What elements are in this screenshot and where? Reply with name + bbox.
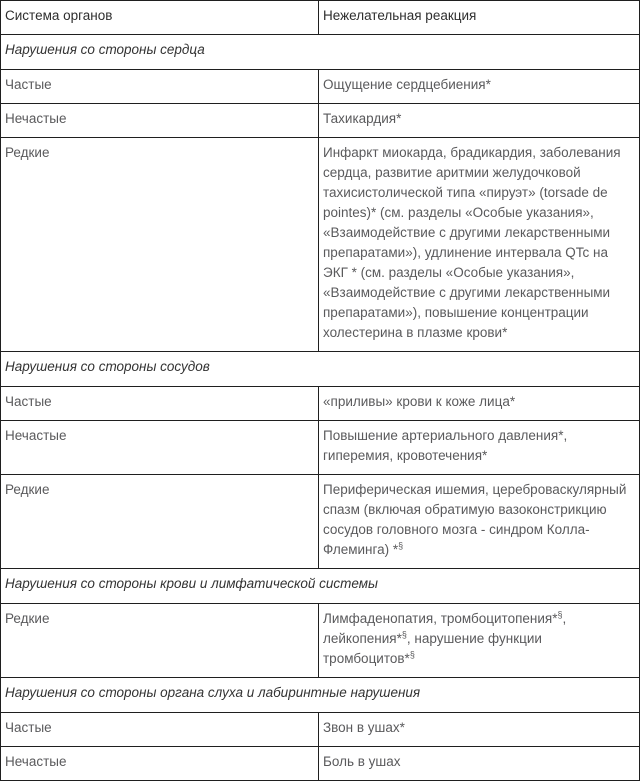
column-header-organ-system: Система органов xyxy=(1,1,319,35)
frequency-cell: Редкие xyxy=(1,138,319,352)
reaction-cell: Тахикардия* xyxy=(319,104,640,138)
table-body xyxy=(1,35,640,781)
frequency-cell: Редкие xyxy=(1,475,319,569)
reaction-cell: Лимфаденопатия, тромбоцитопения*§, лейкопения*§, нарушение функции тромбоцитов*§ xyxy=(319,604,640,678)
section-label: Нарушения со стороны сосудов xyxy=(1,352,640,387)
table-row xyxy=(1,138,640,352)
table-row xyxy=(1,604,640,678)
section-label: Нарушения со стороны крови и лимфатической системы xyxy=(1,569,640,604)
table-row xyxy=(1,713,640,747)
reaction-cell: Боль в ушах xyxy=(319,747,640,781)
frequency-cell: Нечастые xyxy=(1,104,319,138)
table-row xyxy=(1,387,640,421)
table-row xyxy=(1,104,640,138)
section-row xyxy=(1,35,640,70)
frequency-cell: Частые xyxy=(1,713,319,747)
section-label: Нарушения со стороны органа слуха и лабиринтные нарушения xyxy=(1,678,640,713)
reaction-cell: Периферическая ишемия, цереброваскулярный спазм (включая обратимую вазоконстрикцию сосудов головного мозга - синдром Колла-Флеминга) *§ xyxy=(319,475,640,569)
section-row xyxy=(1,569,640,604)
reaction-cell: Повышение артериального давления*, гиперемия, кровотечения* xyxy=(319,421,640,475)
table-row xyxy=(1,475,640,569)
table-row xyxy=(1,70,640,104)
frequency-cell: Нечастые xyxy=(1,747,319,781)
reaction-cell: Звон в ушах* xyxy=(319,713,640,747)
reaction-cell: Инфаркт миокарда, брадикардия, заболевания сердца, развитие аритмии желудочковой тахисистолической типа «пируэт» (torsade de pointes)* (см. разделы «Особые указания», «Взаимодействие с другими лекарственными препаратами»), удлинение интервала QTc на ЭКГ * (см. разделы «Особые указания», «Взаимодействие с другими лекарственными препаратами»), повышение концентрации холестерина в плазме крови* xyxy=(319,138,640,352)
column-header-adverse-reaction: Нежелательная реакция xyxy=(319,1,640,35)
reaction-cell: «приливы» крови к коже лица* xyxy=(319,387,640,421)
frequency-cell: Редкие xyxy=(1,604,319,678)
section-label: Нарушения со стороны сердца xyxy=(1,35,640,70)
table-row xyxy=(1,747,640,781)
table-header-row xyxy=(1,1,640,35)
section-row xyxy=(1,678,640,713)
section-row xyxy=(1,352,640,387)
frequency-cell: Частые xyxy=(1,70,319,104)
frequency-cell: Нечастые xyxy=(1,421,319,475)
table-row xyxy=(1,421,640,475)
frequency-cell: Частые xyxy=(1,387,319,421)
reaction-cell: Ощущение сердцебиения* xyxy=(319,70,640,104)
